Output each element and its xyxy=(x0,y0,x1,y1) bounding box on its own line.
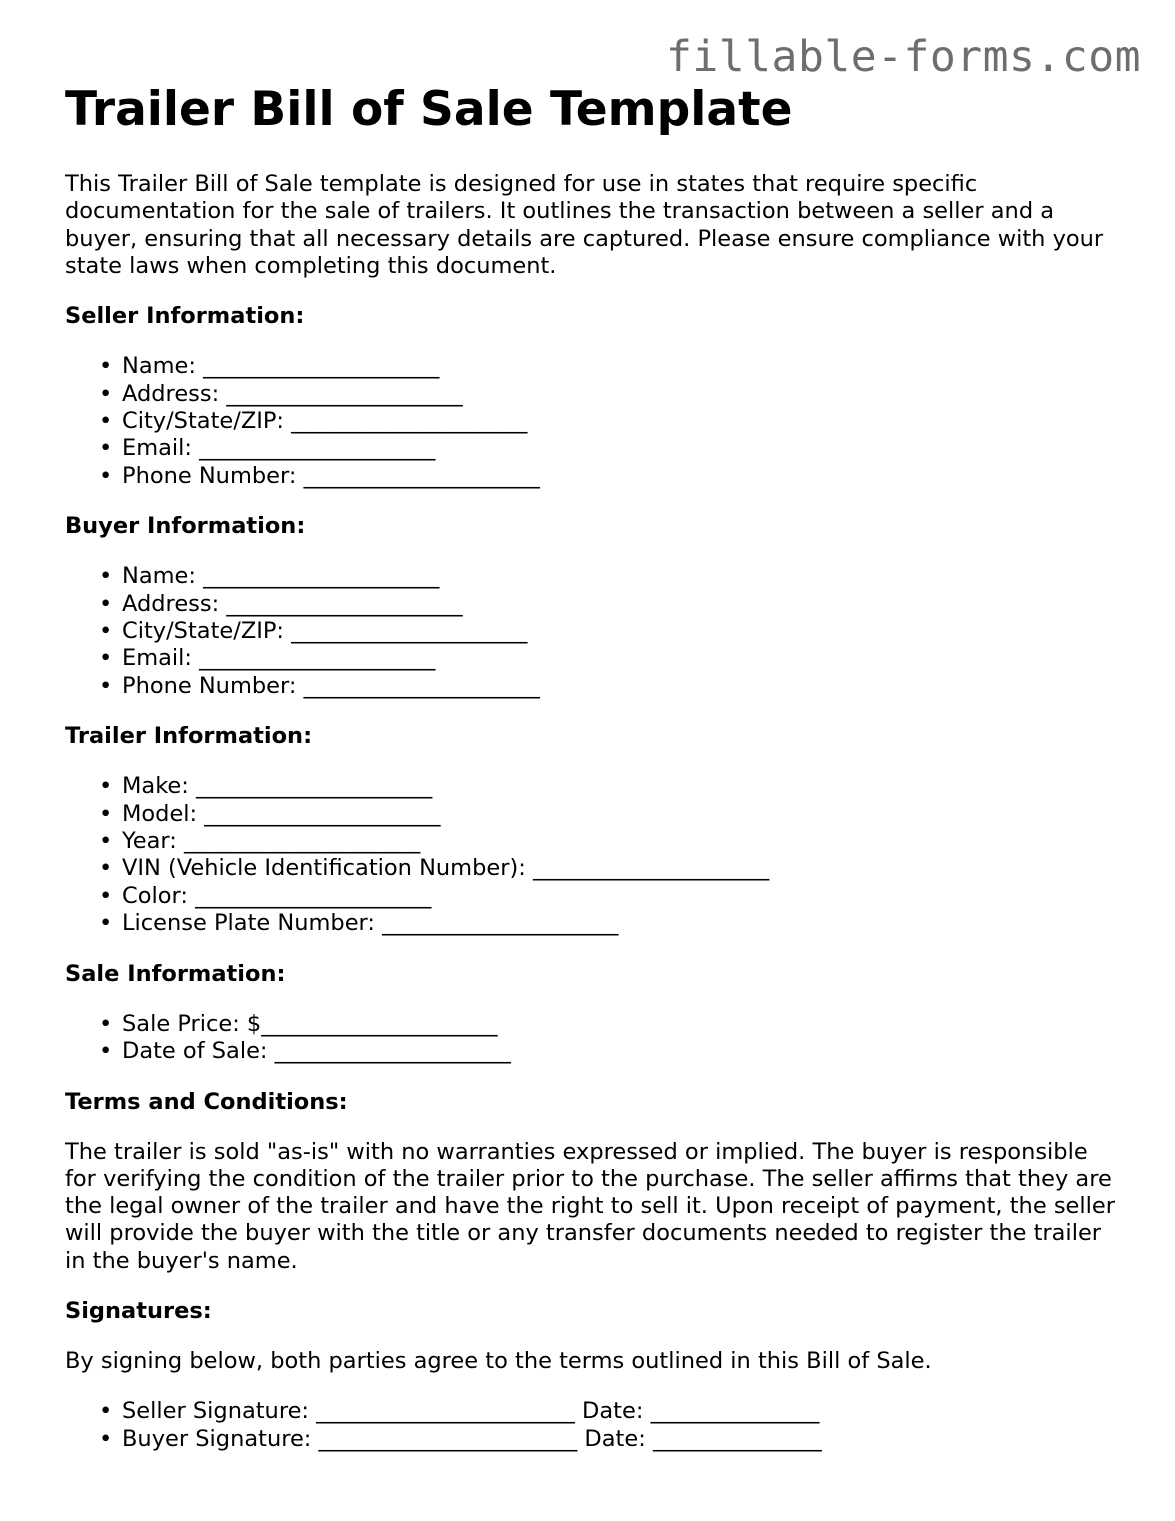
seller-section-heading: Seller Information: xyxy=(65,303,305,330)
trailer-field-list xyxy=(65,773,1125,937)
signatures-section-heading: Signatures: xyxy=(65,1297,212,1324)
buyer-name-field[interactable]: • Name: _____________________ xyxy=(99,563,440,590)
bullet-icon: • xyxy=(99,773,113,800)
document-title: Trailer Bill of Sale Template xyxy=(65,82,793,137)
terms-paragraph: The trailer is sold "as-is" with no warranties expressed or implied. The buyer is responsible for verifying the condition of the trailer prior to the purchase. The seller affirms that they are the legal owner of the trailer and have the right to sell it. Upon receipt of payment, the seller will provide the buyer with the title or any transfer documents needed to register the trailer in the buyer's name. xyxy=(65,1138,1115,1274)
trailer-vin-field[interactable]: • VIN (Vehicle Identification Number): _____________________ xyxy=(99,855,770,882)
bullet-icon: • xyxy=(99,618,113,645)
bullet-icon: • xyxy=(99,828,113,855)
sale-price-field[interactable]: • Sale Price: $_____________________ xyxy=(99,1010,498,1037)
signatures-paragraph: By signing below, both parties agree to the terms outlined in this Bill of Sale. xyxy=(65,1347,932,1374)
seller-address-field[interactable]: • Address: _____________________ xyxy=(99,380,463,407)
buyer-email-field[interactable]: • Email: _____________________ xyxy=(99,645,436,672)
sale-section-heading: Sale Information: xyxy=(65,960,286,987)
bullet-icon: • xyxy=(99,672,113,699)
trailer-section-heading: Trailer Information: xyxy=(65,723,313,750)
seller-name-field[interactable]: • Name: _____________________ xyxy=(99,353,440,380)
bullet-icon: • xyxy=(99,855,113,882)
buyer-field-list xyxy=(65,563,1125,700)
buyer-address-field[interactable]: • Address: _____________________ xyxy=(99,590,463,617)
buyer-phone-field[interactable]: • Phone Number: _____________________ xyxy=(99,672,540,699)
sale-date-field[interactable]: • Date of Sale: _____________________ xyxy=(99,1038,511,1065)
bullet-icon: • xyxy=(99,882,113,909)
bullet-icon: • xyxy=(99,1398,113,1425)
trailer-color-field[interactable]: • Color: _____________________ xyxy=(99,882,432,909)
trailer-make-field[interactable]: • Make: _____________________ xyxy=(99,773,433,800)
bullet-icon: • xyxy=(99,435,113,462)
bullet-icon: • xyxy=(99,1425,113,1452)
bullet-icon: • xyxy=(99,563,113,590)
document-page xyxy=(65,84,1125,1453)
trailer-year-field[interactable]: • Year: _____________________ xyxy=(99,828,421,855)
bullet-icon: • xyxy=(99,408,113,434)
seller-city-state-zip-field[interactable]: • City/State/ZIP: _____________________ xyxy=(99,408,528,434)
intro-paragraph: This Trailer Bill of Sale template is designed for use in states that require specific documentation for the sale of trailers. It outlines the transaction between a seller and a buyer, ensuring that all necessary details are captured. Please ensure compliance with your state laws when completing this document. xyxy=(65,171,1104,279)
buyer-signature-field[interactable]: • Buyer Signature: _______________________ Date: _______________ xyxy=(99,1425,822,1452)
trailer-model-field[interactable]: • Model: _____________________ xyxy=(99,800,441,827)
seller-phone-field[interactable]: • Phone Number: _____________________ xyxy=(99,462,540,489)
terms-section-heading: Terms and Conditions: xyxy=(65,1088,348,1115)
buyer-section-heading: Buyer Information: xyxy=(65,513,306,540)
seller-field-list xyxy=(65,353,1125,490)
trailer-license-plate-field[interactable]: • License Plate Number: _____________________ xyxy=(99,910,619,937)
buyer-city-state-zip-field[interactable]: • City/State/ZIP: _____________________ xyxy=(99,618,528,645)
bullet-icon: • xyxy=(99,353,113,380)
seller-signature-field[interactable]: • Seller Signature: _______________________ Date: _______________ xyxy=(99,1398,820,1425)
bullet-icon: • xyxy=(99,910,113,937)
bullet-icon: • xyxy=(99,800,113,827)
bullet-icon: • xyxy=(99,380,113,407)
signature-field-list xyxy=(65,1398,1125,1453)
bullet-icon: • xyxy=(99,1038,113,1065)
seller-email-field[interactable]: • Email: _____________________ xyxy=(99,435,436,462)
bullet-icon: • xyxy=(99,645,113,672)
site-watermark: fillable-forms.com xyxy=(666,32,1141,82)
bullet-icon: • xyxy=(99,462,113,489)
bullet-icon: • xyxy=(99,590,113,617)
sale-field-list xyxy=(65,1011,1125,1066)
bullet-icon: • xyxy=(99,1010,113,1037)
